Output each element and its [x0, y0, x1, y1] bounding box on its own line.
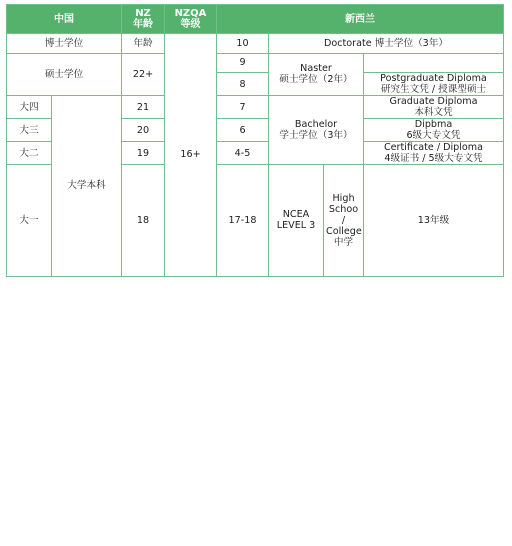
cell-dasi: 大四: [7, 96, 52, 119]
cell-blank-9: [364, 53, 504, 73]
cell-level-4-5: 4-5: [217, 142, 269, 165]
cell-dayi-nz: 17-18: [217, 165, 269, 276]
cell-level-7: 7: [217, 96, 269, 119]
cell-grad-diploma: Graduate Diploma 本科文凭: [364, 96, 504, 119]
cell-bachelor: Bachelor 学士学位（3年）: [269, 96, 364, 165]
cell-doctorate: Doctorate 博士学位（3年）: [269, 34, 504, 54]
cell-dasan: 大三: [7, 119, 52, 142]
cell-level-6: 6: [217, 119, 269, 142]
cell-dasi-age: 21: [122, 96, 165, 119]
cell-ncea-3: NCEA LEVEL 3: [269, 165, 324, 276]
cell-year-13: 13年级: [364, 165, 504, 276]
cell-daer-age: 19: [122, 142, 165, 165]
cell-level-10: 10: [217, 34, 269, 54]
cell-nz-age-16plus: 16+: [165, 34, 217, 277]
cell-naster: Naster 硕士学位（2年）: [269, 53, 364, 96]
cell-dayi-age: 18: [122, 165, 165, 276]
cell-pg-diploma: Postgraduate Diploma 研究生文凭 / 授课型硕士: [364, 73, 504, 96]
cell-level-9: 9: [217, 53, 269, 73]
cell-benke: 大学本科: [52, 96, 122, 277]
cell-master-age: 22+: [122, 53, 165, 96]
cell-dayi: 大一: [7, 165, 52, 276]
header-nzqa-level: NZQA 等级: [165, 5, 217, 34]
header-nz-age: NZ 年龄: [122, 5, 165, 34]
cell-diploma: Dipbma 6级大专文凭: [364, 119, 504, 142]
cell-daer: 大二: [7, 142, 52, 165]
cell-certificate: Certificate / Diploma 4级证书 / 5级大专文凭: [364, 142, 504, 165]
cell-level-8: 8: [217, 73, 269, 96]
header-new-zealand: 新西兰: [217, 5, 504, 34]
cell-dasan-age: 20: [122, 119, 165, 142]
header-china: 中国: [7, 5, 122, 34]
education-comparison-table: [6, 4, 504, 277]
cell-phd-age-heading: 年龄: [122, 34, 165, 54]
cell-master: 硕士学位: [7, 53, 122, 96]
cell-high-school: High Schoo / College 中学: [324, 165, 364, 276]
cell-phd: 博士学位: [7, 34, 122, 54]
